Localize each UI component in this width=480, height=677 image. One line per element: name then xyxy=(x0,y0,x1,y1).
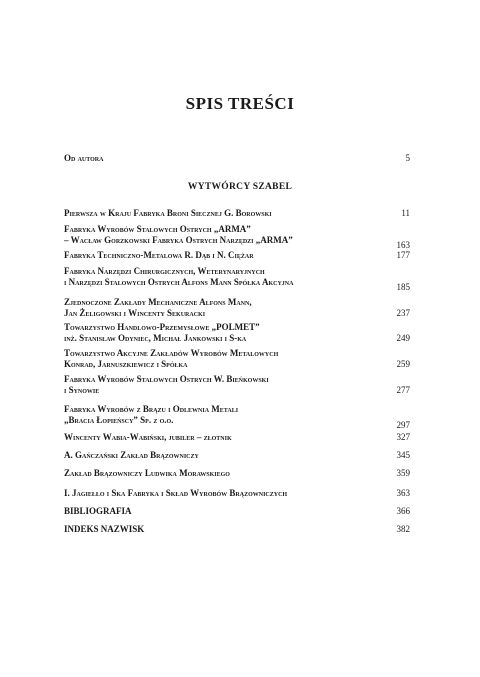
toc-page-number: 11 xyxy=(401,208,410,218)
toc-entry[interactable] xyxy=(64,468,410,479)
page-title: SPIS TREŚCI xyxy=(185,94,295,113)
toc-page-number: 5 xyxy=(405,153,410,163)
toc-entry-text xyxy=(64,450,384,461)
toc-entry-line: Fabryka Wyrobów Stalowych Ostrych W. Bieńkowski xyxy=(64,374,269,384)
toc-entry-intro[interactable] xyxy=(64,153,410,164)
toc-entry-line: Wincenty Wabia-Wabiński, jubiler – złotnik xyxy=(64,432,232,442)
toc-entry-line: – Wacław Gorzkowski Fabryka Ostrych Narzędzi „ARMA” xyxy=(64,235,293,245)
toc-page-number: 363 xyxy=(396,488,410,498)
toc-entry-line: i Synowie xyxy=(64,385,100,395)
toc-entry-line: Fabryka Techniczno-Metalowa R. Dąb i N. Ciężar xyxy=(64,250,254,260)
toc-entry-line: Fabryka Wyrobów z Brązu i Odlewnia Metali xyxy=(64,404,239,414)
toc-entry-text xyxy=(64,468,384,479)
toc-entry-line: Jan Żeligowski i Wincenty Sekuracki xyxy=(64,308,206,318)
toc-entry-text: INDEKS NAZWISK xyxy=(64,524,145,534)
toc-entry[interactable] xyxy=(64,224,410,250)
toc-entry[interactable] xyxy=(64,322,410,344)
toc-page-number: 249 xyxy=(396,333,410,343)
toc-entry-text xyxy=(64,488,384,499)
toc-entry[interactable] xyxy=(64,432,410,443)
toc-page-number: 277 xyxy=(396,385,410,395)
section-heading: WYTWÓRCY SZABEL xyxy=(187,182,293,192)
toc-entry-line: Zakład Brązowniczy Ludwika Morawskiego xyxy=(64,468,230,478)
toc-entry-text xyxy=(64,266,384,288)
toc-entry-text: BIBLIOGRAFIA xyxy=(64,506,132,516)
toc-entry-line: inż. Stanisław Odyniec, Michał Jankowski i S-ka xyxy=(64,333,247,343)
toc-entry-bibliography[interactable] xyxy=(64,506,410,517)
toc-page-number: 297 xyxy=(396,420,410,430)
toc-entry-text xyxy=(64,432,384,443)
toc-entry[interactable] xyxy=(64,374,410,396)
toc-entry-text xyxy=(64,404,384,426)
toc-entry-text xyxy=(64,224,384,246)
toc-entry-text xyxy=(64,250,384,261)
toc-entry-text xyxy=(64,374,384,396)
toc-entry[interactable] xyxy=(64,250,410,261)
toc-entry[interactable] xyxy=(64,348,410,370)
toc-entry[interactable] xyxy=(64,488,410,499)
toc-entry-text xyxy=(64,322,384,344)
toc-page-number: 382 xyxy=(396,524,410,534)
toc-entry-text xyxy=(64,348,384,370)
toc-page-number: 366 xyxy=(396,506,410,516)
toc-page-number: 327 xyxy=(396,432,410,442)
toc-page-number: 359 xyxy=(396,468,410,478)
toc-entry-line: Zjednoczone Zakłady Mechaniczne Alfons Mann, xyxy=(64,297,252,307)
toc-entry[interactable] xyxy=(64,297,410,319)
toc-entry[interactable] xyxy=(64,404,410,430)
toc-entry-line: A. Gańczański Zakład Brązowniczy xyxy=(64,450,199,460)
toc-entry-line: Pierwsza w Kraju Fabryka Broni Siecznej G. Borowski xyxy=(64,208,272,218)
toc-entry-line: Fabryka Wyrobów Stalowych Ostrych „ARMA” xyxy=(64,224,251,234)
toc-page-number: 345 xyxy=(396,450,410,460)
toc-page-number: 185 xyxy=(396,282,410,292)
toc-entry-line: I. Jagiełło i Ska Fabryka i Skład Wyrobów Brązowniczych xyxy=(64,488,288,498)
toc-entry[interactable] xyxy=(64,266,410,292)
toc-page-number: 237 xyxy=(396,308,410,318)
toc-page-number: 259 xyxy=(396,359,410,369)
toc-entry-line: i Narzędzi Stalowych Ostrych Alfons Mann Spółka Akcyjna xyxy=(64,277,294,287)
toc-page-number: 177 xyxy=(396,250,410,260)
toc-entry[interactable] xyxy=(64,208,410,219)
toc-page-number: 163 xyxy=(396,240,410,250)
toc-entry-index[interactable] xyxy=(64,524,410,535)
toc-entry-line: Fabryka Narzędzi Chirurgicznych, Weterynaryjnych xyxy=(64,266,265,276)
toc-entry-text xyxy=(64,297,384,319)
toc-entry-line: Konrad, Jarnuszkiewicz i Spółka xyxy=(64,359,188,369)
toc-entry-text xyxy=(64,208,384,219)
toc-entry-line: „Bracia Łopieńscy” Sp. z o.o. xyxy=(64,415,174,425)
toc-entry-line: Towarzystwo Handlowo-Przemysłowe „POLMET” xyxy=(64,322,260,332)
toc-entry[interactable] xyxy=(64,450,410,461)
toc-entry-text: Od autora xyxy=(64,153,104,163)
toc-entry-line: Towarzystwo Akcyjne Zakładów Wyrobów Metalowych xyxy=(64,348,279,358)
